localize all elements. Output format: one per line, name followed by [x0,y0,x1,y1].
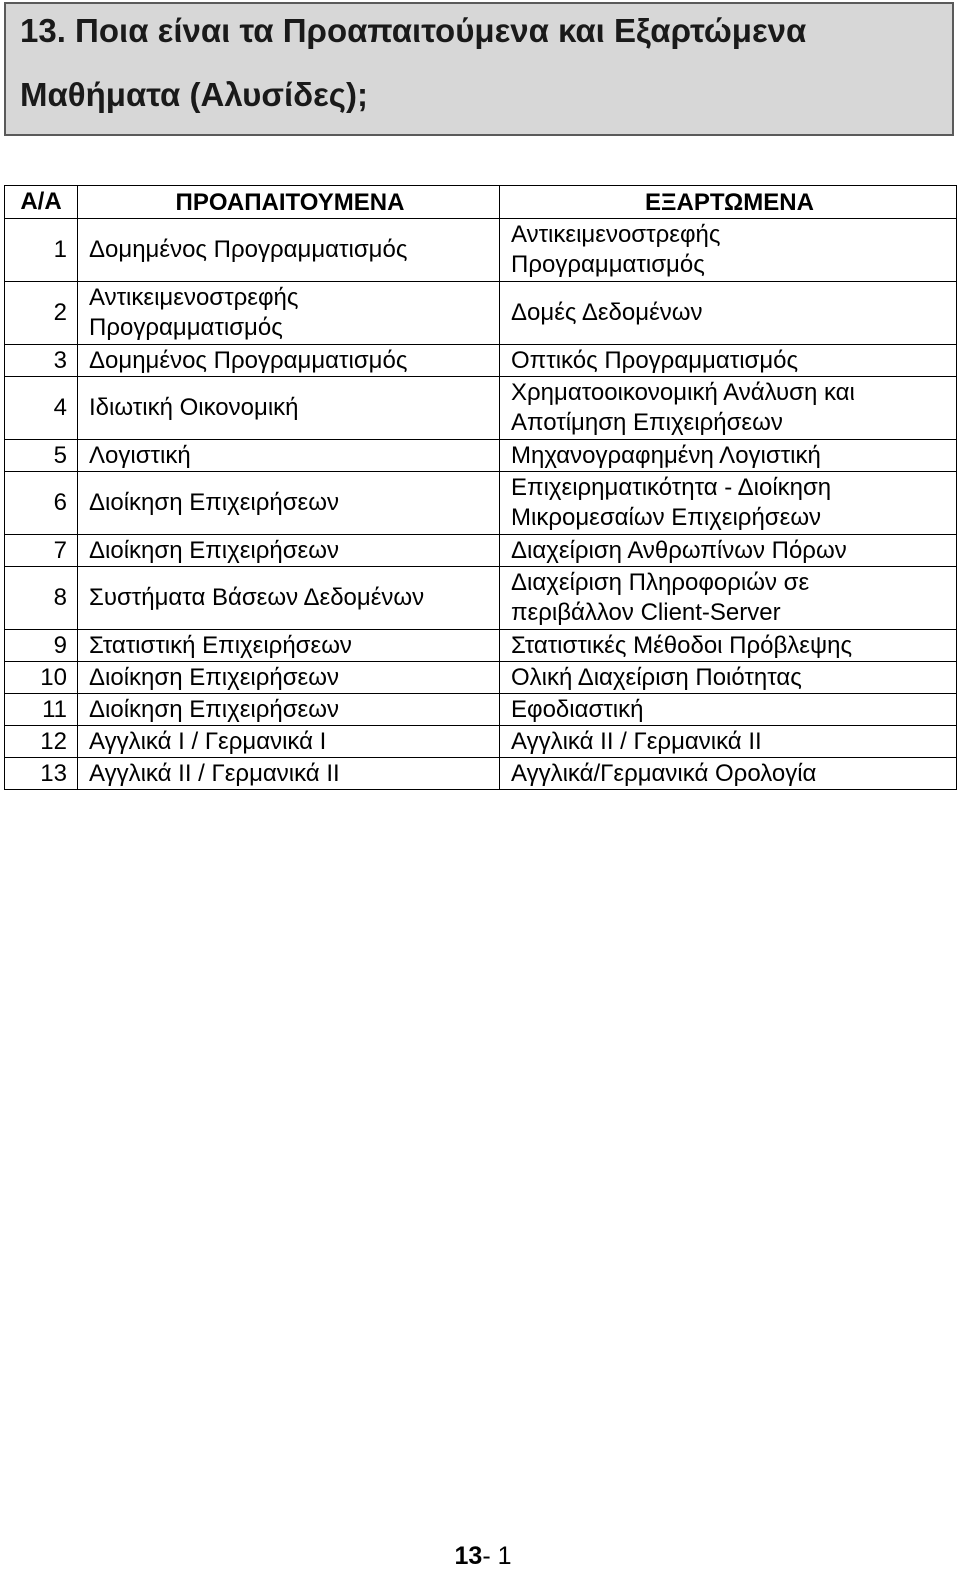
table-row [5,758,957,790]
dependent-course [500,377,957,440]
dependent-course [500,472,957,535]
prerequisite-course: Ιδιωτική Οικονομική [78,377,500,440]
heading-title-line-2: Μαθήματα (Αλυσίδες); [20,76,368,113]
table-row [5,535,957,567]
dependent-course-text: Διαχείριση Πληροφοριών σε περιβάλλον Client-Server [511,569,810,626]
prerequisite-course [78,282,500,345]
page-footer [0,1541,960,1571]
table-row [5,726,957,758]
table-row [5,282,957,345]
prerequisite-course: Δομημένος Προγραμματισμός [78,345,500,377]
dependent-course-text: Χρηματοοικονομική Ανάλυση και Αποτίμηση Επιχειρήσεων [511,379,855,436]
row-number: 12 [5,726,78,758]
table-row [5,630,957,662]
row-number: 6 [5,472,78,535]
prerequisite-course-text: Αντικειμενοστρεφής Προγραμματισμός [89,284,299,341]
dependent-course: Οπτικός Προγραμματισμός [500,345,957,377]
row-number: 5 [5,440,78,472]
row-number: 4 [5,377,78,440]
dependent-course: Διαχείριση Ανθρωπίνων Πόρων [500,535,957,567]
table-row [5,694,957,726]
column-header-prerequisites: ΠΡΟΑΠΑΙΤΟΥΜΕΝΑ [78,186,500,219]
prerequisite-course: Αγγλικά ΙΙ / Γερμανικά ΙΙ [78,758,500,790]
dependent-course [500,567,957,630]
dependent-course: Στατιστικές Μέθοδοι Πρόβλεψης [500,630,957,662]
page-number: 13 [454,1542,483,1570]
table-row [5,219,957,282]
row-number: 1 [5,219,78,282]
column-header-number: Α/Α [5,186,78,219]
dependent-course-text: Επιχειρηματικότητα - Διοίκηση Μικρομεσαίων Επιχειρήσεων [511,474,832,531]
dependent-course: Αγγλικά/Γερμανικά Ορολογία [500,758,957,790]
table-row [5,377,957,440]
dependent-course: Δομές Δεδομένων [500,282,957,345]
table-header-row [5,186,957,219]
prerequisite-course: Στατιστική Επιχειρήσεων [78,630,500,662]
table-row [5,440,957,472]
prerequisite-course: Διοίκηση Επιχειρήσεων [78,535,500,567]
row-number: 9 [5,630,78,662]
table-row [5,662,957,694]
row-number: 8 [5,567,78,630]
row-number: 10 [5,662,78,694]
table-row [5,345,957,377]
heading-title-line-1: 13. Ποια είναι τα Προαπαιτούμενα και Εξαρτώμενα [20,12,807,49]
prerequisite-course: Διοίκηση Επιχειρήσεων [78,472,500,535]
dependent-course-text: Αντικειμενοστρεφής Προγραμματισμός [511,221,721,278]
prerequisite-course: Διοίκηση Επιχειρήσεων [78,662,500,694]
prerequisite-course: Συστήματα Βάσεων Δεδομένων [78,567,500,630]
column-header-dependents: ΕΞΑΡΤΩΜΕΝΑ [500,186,957,219]
row-number: 11 [5,694,78,726]
dependent-course: Μηχανογραφημένη Λογιστική [500,440,957,472]
prerequisite-course: Αγγλικά Ι / Γερμανικά Ι [78,726,500,758]
prerequisite-course: Δομημένος Προγραμματισμός [78,219,500,282]
prerequisite-course: Λογιστική [78,440,500,472]
prerequisites-table [4,185,957,790]
dependent-course: Ολική Διαχείριση Ποιότητας [500,662,957,694]
prerequisite-course: Διοίκηση Επιχειρήσεων [78,694,500,726]
row-number: 2 [5,282,78,345]
row-number: 7 [5,535,78,567]
row-number: 3 [5,345,78,377]
dependent-course [500,219,957,282]
table-row [5,472,957,535]
section-heading [4,2,954,136]
dependent-course: Αγγλικά ΙΙ / Γερμανικά ΙΙ [500,726,957,758]
table-row [5,567,957,630]
dependent-course: Εφοδιαστική [500,694,957,726]
page-number-suffix: - 1 [482,1542,512,1570]
row-number: 13 [5,758,78,790]
